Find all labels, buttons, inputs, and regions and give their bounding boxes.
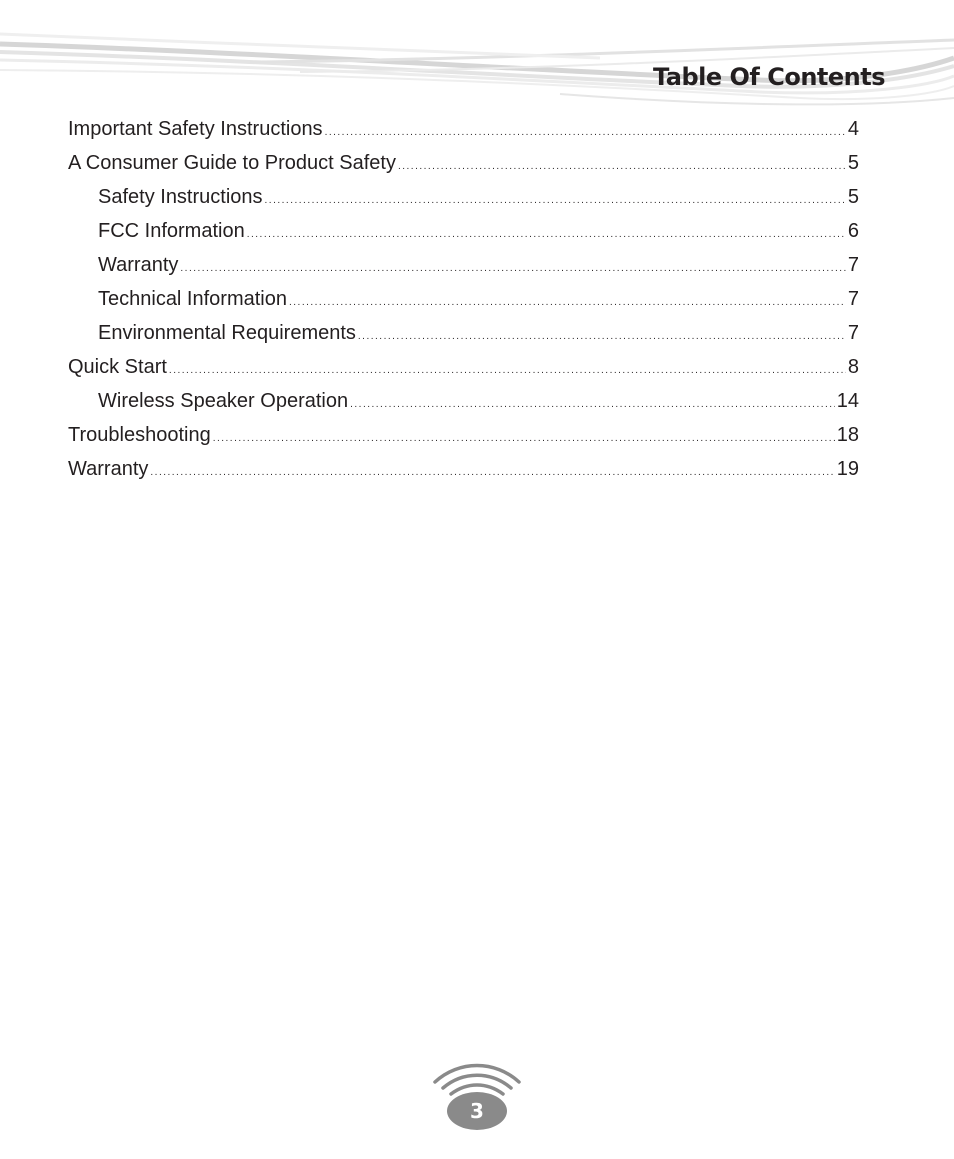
toc-entry[interactable] — [68, 420, 859, 454]
toc-dot-leader — [350, 390, 835, 420]
toc-entry-label: Wireless Speaker Operation — [98, 390, 349, 412]
toc-entry-page: 5 — [847, 152, 859, 174]
toc-entry-page: 19 — [836, 458, 859, 480]
toc-entry[interactable] — [68, 148, 859, 182]
table-of-contents — [68, 114, 859, 488]
toc-entry-page: 14 — [836, 390, 859, 412]
toc-entry-label: FCC Information — [98, 220, 245, 242]
toc-dot-leader — [398, 152, 846, 182]
toc-entry[interactable] — [68, 454, 859, 488]
toc-dot-leader — [358, 322, 846, 352]
toc-entry-label: A Consumer Guide to Product Safety — [68, 152, 396, 174]
toc-entry-label: Environmental Requirements — [98, 322, 356, 344]
toc-entry-page: 7 — [847, 322, 859, 344]
toc-entry-label: Safety Instructions — [98, 186, 263, 208]
toc-dot-leader — [150, 458, 834, 488]
toc-dot-leader — [169, 356, 846, 386]
page-title: Table Of Contents — [653, 63, 885, 91]
toc-entry-page: 7 — [847, 254, 859, 276]
toc-entry-page: 5 — [847, 186, 859, 208]
toc-dot-leader — [213, 424, 835, 454]
toc-entry-page: 6 — [847, 220, 859, 242]
toc-dot-leader — [265, 186, 846, 216]
toc-entry-page: 18 — [836, 424, 859, 446]
toc-entry[interactable] — [68, 284, 859, 318]
toc-entry[interactable] — [68, 114, 859, 148]
toc-entry[interactable] — [68, 250, 859, 284]
toc-entry[interactable] — [68, 386, 859, 420]
toc-entry[interactable] — [68, 318, 859, 352]
toc-entry-label: Troubleshooting — [68, 424, 211, 446]
toc-entry-page: 8 — [847, 356, 859, 378]
toc-entry[interactable] — [68, 182, 859, 216]
toc-entry-page: 7 — [847, 288, 859, 310]
toc-entry-label: Technical Information — [98, 288, 287, 310]
toc-dot-leader — [325, 118, 846, 148]
toc-entry[interactable] — [68, 216, 859, 250]
toc-entry-label: Warranty — [98, 254, 179, 276]
toc-dot-leader — [180, 254, 845, 284]
toc-entry-page: 4 — [847, 118, 859, 140]
toc-entry-label: Warranty — [68, 458, 149, 480]
toc-dot-leader — [289, 288, 846, 318]
toc-entry-label: Quick Start — [68, 356, 167, 378]
toc-entry-label: Important Safety Instructions — [68, 118, 323, 140]
page-number: 3 — [470, 1099, 484, 1123]
toc-dot-leader — [247, 220, 846, 250]
toc-entry[interactable] — [68, 352, 859, 386]
